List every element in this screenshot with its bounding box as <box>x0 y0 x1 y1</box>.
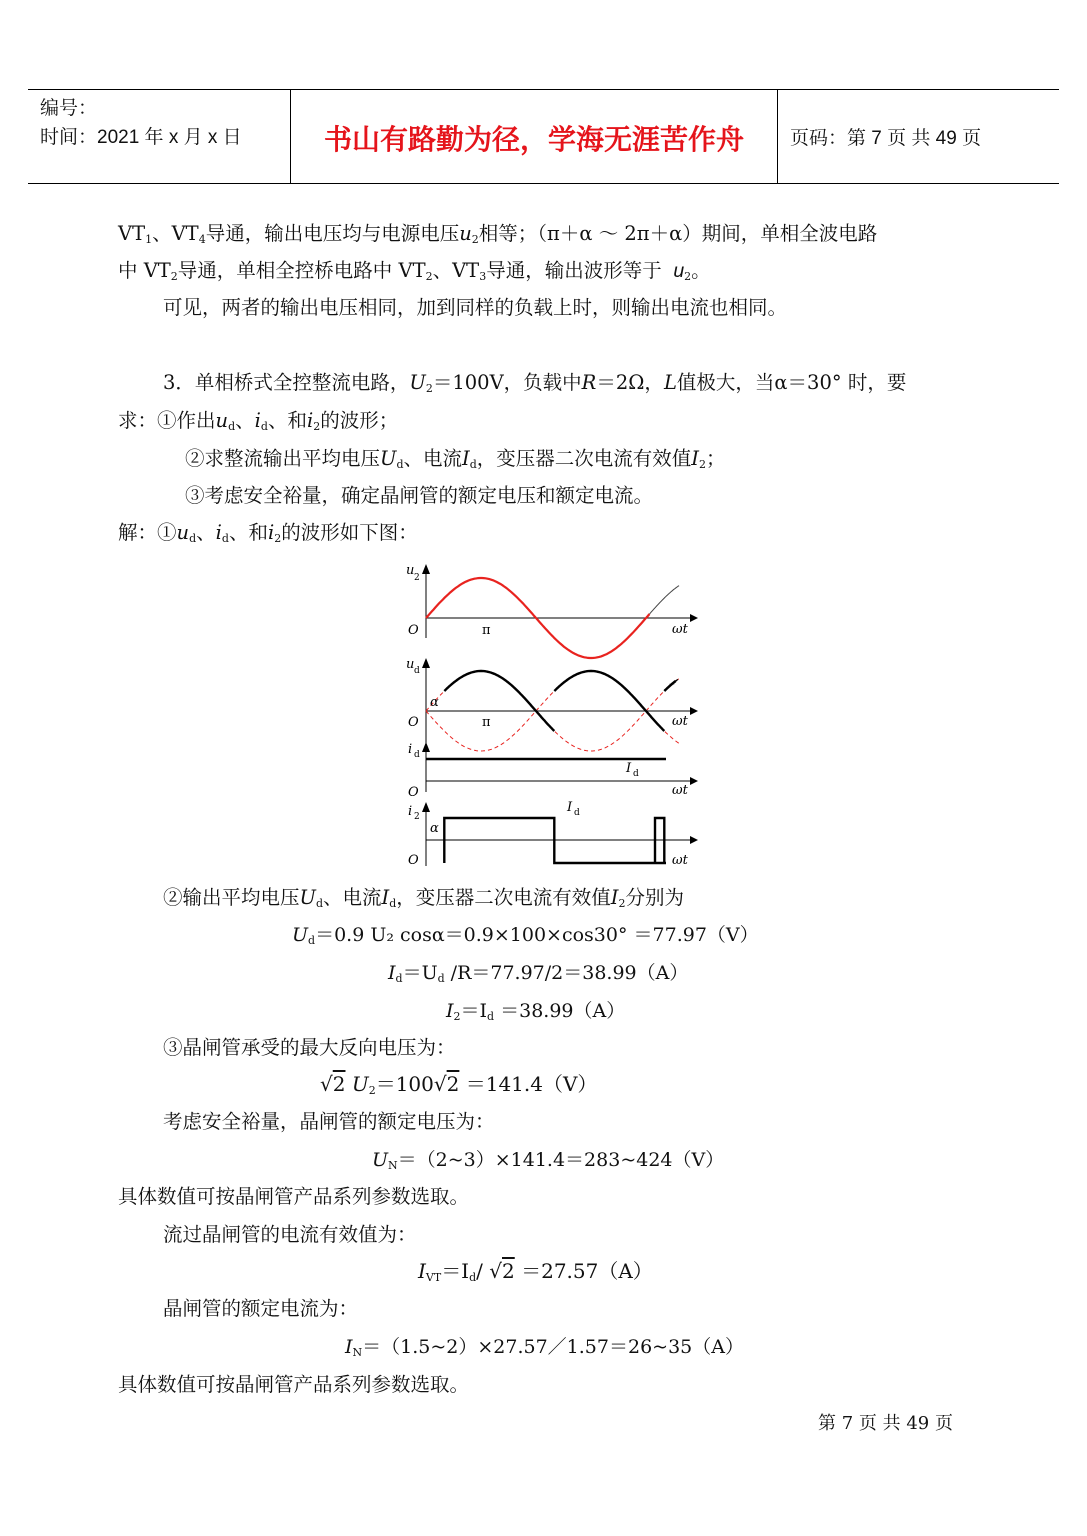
text-line: 考虑安全裕量，晶闸管的额定电压为： <box>163 1110 495 1133</box>
alpha-label: α <box>430 821 439 836</box>
ud-axis-label: u <box>406 657 415 672</box>
sqrt-symbol: √2 <box>489 1259 515 1283</box>
sqrt-symbol: √2 <box>433 1072 460 1096</box>
question-line: 3．单相桥式全控整流电路，$U_2=100V$，负载中R＝2Ω，L值极大，当α＝30° 时，要 <box>163 371 907 395</box>
header-page-cell <box>778 90 1059 183</box>
equation-itn: $I_N=(1.5\sim 2)\times 27.57/1.57=26\sim 35(A)$ <box>345 1336 744 1359</box>
u2-axis-label: u <box>406 563 415 578</box>
text-line: ②输出平均电压$U_d$、电流$I_d$，变压器二次电流有效值$I_2$分别为 <box>163 886 684 910</box>
waveform-figure <box>400 560 700 875</box>
text-line: 具体数值可按晶闸管产品系列参数选取。 <box>118 1373 470 1396</box>
number-label: 编号： <box>40 98 98 119</box>
u2-panel <box>406 563 698 658</box>
text-line: ③晶闸管承受的最大反向电压为： <box>163 1036 456 1059</box>
question-line: ②求整流输出平均电压$U_d$、电流$I_d$，变压器二次电流有效值$I_2$； <box>185 447 726 471</box>
pi-label: π <box>482 623 491 638</box>
svg-text:d: d <box>414 666 420 676</box>
header-motto-cell <box>291 90 778 183</box>
solution-line: 解：$①u_d$、$i_d$、和$i_2$的波形如下图： <box>118 521 418 545</box>
page-label: 页码：第 7 页 共 49 页 <box>790 128 982 149</box>
question-line: 求：①作出$u_d$、$i_d$、和$i_2$的波形； <box>118 409 399 433</box>
text-line: $VT_1$、$VT_4$导通，输出电压均与电源电压$u_2$相等；（π＋α ～ 2π＋α）期间，单相全波电路 <box>118 222 878 246</box>
Id-label: I <box>567 800 573 815</box>
header-meta-cell <box>28 90 291 183</box>
pi-label: π <box>482 715 491 730</box>
svg-text:d: d <box>414 750 420 760</box>
origin-label: O <box>408 623 419 638</box>
u2-waveform-tail <box>650 586 680 614</box>
page-footer: 第 7 页 共 49 页 <box>818 1413 953 1434</box>
equation-i2: $I_2=I_d =38.99(A)$ <box>446 1000 626 1023</box>
ud-panel <box>406 657 698 756</box>
ud-waveform <box>444 671 675 731</box>
origin-label: O <box>408 715 419 730</box>
text-line: 可见，两者的输出电压相同，加到同样的负载上时，则输出电流也相同。 <box>163 296 788 319</box>
wt-label: ωt <box>672 783 688 798</box>
question-line: ③考虑安全裕量，确定晶闸管的额定电压和额定电流。 <box>185 484 654 507</box>
i2-panel <box>408 800 698 868</box>
document-header <box>28 89 1059 184</box>
wt-label: ωt <box>672 622 688 637</box>
Id-label: I <box>626 761 632 776</box>
wt-label: ωt <box>672 853 688 868</box>
svg-text:d: d <box>574 808 580 818</box>
text-line: 具体数值可按晶闸管产品系列参数选取。 <box>118 1185 470 1208</box>
text-line: 晶闸管的额定电流为： <box>163 1297 359 1320</box>
id-axis-label: i <box>408 742 413 757</box>
equation-utn: $U_N=(2\sim 3)\times 141.4=283\sim 424(V)$ <box>372 1149 725 1172</box>
text-line: 中 $VT_2$导通，单相全控桥电路中 $VT_2$、$VT_3$导通，输出波形等于 $u_2$。 <box>118 259 711 283</box>
equation-vmax: √2 $U_2=100√2 =141.4(V)$ <box>320 1072 598 1097</box>
time-label: 时间：2021 年 x 月 x 日 <box>40 127 242 148</box>
svg-text:d: d <box>633 769 639 779</box>
alpha-label: α <box>430 695 439 710</box>
text-line: 流过晶闸管的电流有效值为： <box>163 1223 417 1246</box>
equation-ivt: $I_{VT}=I_d/$ √2 ＝27.57（A） <box>418 1259 653 1284</box>
sqrt-symbol: √2 <box>320 1072 346 1096</box>
svg-text:2: 2 <box>414 812 420 822</box>
i2-axis-label: i <box>408 804 413 819</box>
wt-label: ωt <box>672 714 688 729</box>
origin-label: O <box>408 785 419 800</box>
motto: 书山有路勤为径，学海无涯苦作舟 <box>323 124 744 155</box>
svg-text:2: 2 <box>414 573 420 583</box>
origin-label: O <box>408 853 419 868</box>
id-panel <box>408 742 698 800</box>
equation-id: $I_d=U_d$ /R＝77.97/2＝38.99（A） <box>388 962 689 985</box>
equation-ud: $U_d=0.9$ U₂ cosα＝0.9×100×cos30° ＝77.97（V） <box>292 924 759 947</box>
